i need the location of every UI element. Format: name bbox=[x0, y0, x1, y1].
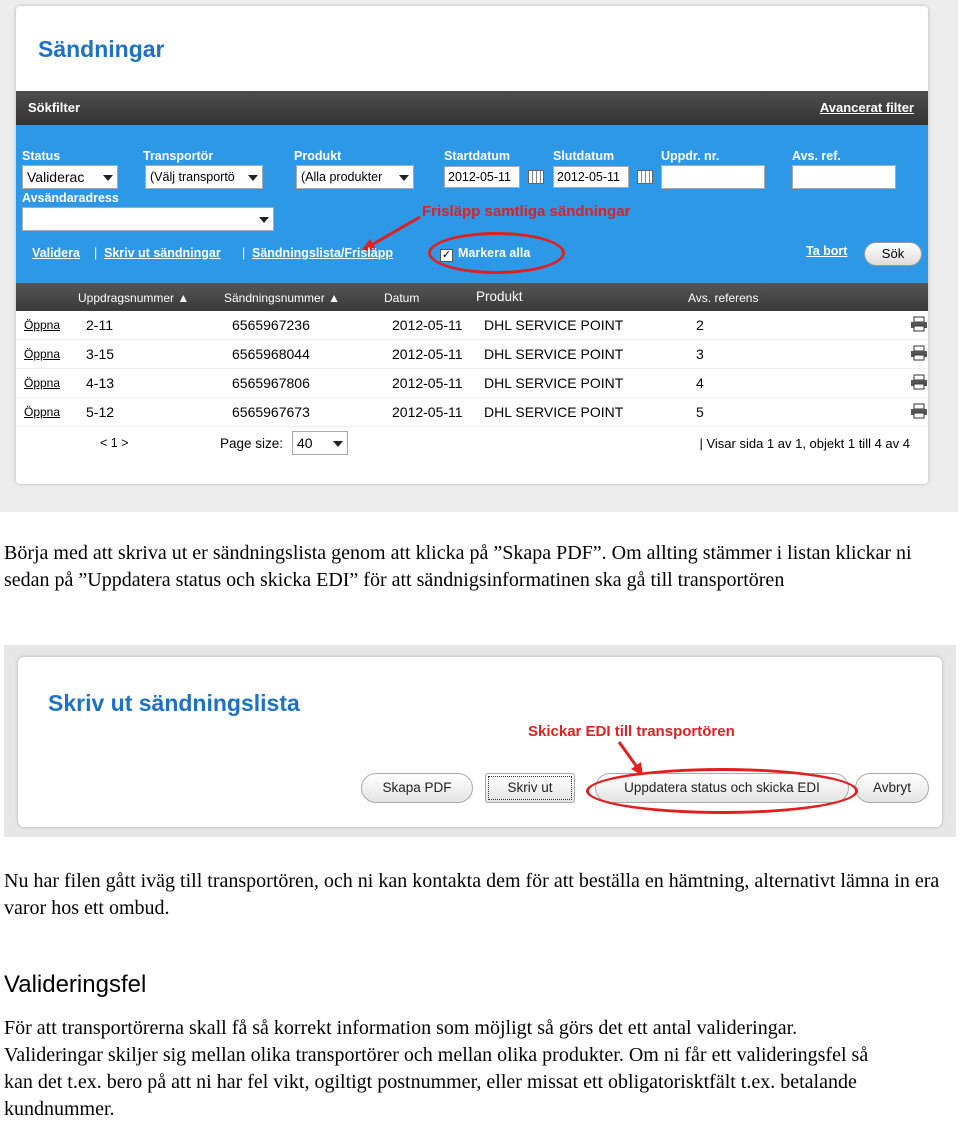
uppdatera-status-button[interactable]: Uppdatera status och skicka EDI bbox=[595, 773, 849, 803]
uppdr-nr-input[interactable] bbox=[661, 165, 765, 189]
cell-datum: 2012-05-11 bbox=[392, 346, 463, 362]
cell-uppdrag: 2-11 bbox=[86, 317, 113, 333]
cell-datum: 2012-05-11 bbox=[392, 317, 463, 333]
cell-ref: 5 bbox=[696, 404, 704, 420]
table-row bbox=[16, 340, 928, 369]
produkt-label: Produkt bbox=[294, 149, 342, 163]
uppdr-nr-label: Uppdr. nr. bbox=[661, 149, 720, 163]
filter-title: Sökfilter bbox=[28, 100, 81, 115]
markera-alla-label[interactable]: Markera alla bbox=[458, 246, 531, 260]
startdatum-label: Startdatum bbox=[444, 149, 510, 163]
skriv-ut-screenshot bbox=[4, 645, 956, 837]
page-title: Sändningar bbox=[38, 36, 165, 62]
page-size-label: Page size: bbox=[220, 436, 284, 451]
calendar-icon[interactable] bbox=[637, 170, 653, 184]
avbryt-button[interactable]: Avbryt bbox=[855, 773, 929, 803]
page-size-select[interactable]: 40 bbox=[292, 431, 348, 455]
chevron-down-icon bbox=[333, 441, 343, 447]
paragraph-valideringsfel: För att transportörerna skall få så korrekt information som möjligt så görs det ett antal valideringar. Valideringar skiljer sig mellan olika transportörer och mellan olika produkter. Om ni får ett valideringsfel så kan det t.ex. bero på att ni har fel vikt, ogiltigt postnummer, eller missat ett obligatorisktfält t.ex. betalande kundnummer. bbox=[4, 1017, 869, 1120]
avs-ref-label: Avs. ref. bbox=[792, 149, 841, 163]
chevron-down-icon bbox=[259, 217, 269, 223]
table-header bbox=[16, 283, 928, 311]
cell-datum: 2012-05-11 bbox=[392, 375, 463, 391]
cell-produkt: DHL SERVICE POINT bbox=[484, 346, 624, 362]
table-row bbox=[16, 398, 928, 427]
cell-uppdrag: 4-13 bbox=[86, 375, 115, 391]
printer-icon[interactable] bbox=[910, 316, 928, 332]
pager-nav[interactable]: < 1 > bbox=[100, 436, 129, 450]
printer-icon[interactable] bbox=[910, 403, 928, 419]
oppna-link[interactable]: Öppna bbox=[24, 318, 61, 332]
slutdatum-label: Slutdatum bbox=[553, 149, 615, 163]
chevron-down-icon bbox=[399, 175, 409, 181]
cell-ref: 4 bbox=[696, 375, 704, 391]
status-select[interactable]: Validerac bbox=[22, 165, 118, 189]
markera-alla-checkbox[interactable]: ✓ bbox=[441, 249, 452, 261]
avs-ref-input[interactable] bbox=[792, 165, 896, 189]
cell-datum: 2012-05-11 bbox=[392, 404, 463, 420]
annotation-edi: Skickar EDI till transportören bbox=[528, 723, 735, 740]
skriv-ut-sandningar-link[interactable]: Skriv ut sändningar bbox=[104, 246, 221, 260]
slutdatum-input[interactable]: 2012-05-11 bbox=[553, 166, 629, 188]
separator: | bbox=[94, 246, 98, 260]
skriv-ut-dialog bbox=[18, 657, 942, 827]
transportor-select[interactable]: (Välj transportö bbox=[145, 165, 263, 189]
pager-info: | Visar sida 1 av 1, objekt 1 till 4 av 4 bbox=[699, 436, 910, 451]
skriv-ut-button[interactable]: Skriv ut bbox=[485, 773, 575, 803]
cell-produkt: DHL SERVICE POINT bbox=[484, 375, 624, 391]
cell-sandning: 6565967236 bbox=[232, 317, 310, 333]
chevron-down-icon bbox=[103, 175, 113, 181]
cell-produkt: DHL SERVICE POINT bbox=[484, 404, 624, 420]
cell-ref: 2 bbox=[696, 317, 704, 333]
annotation-frislapp: Frisläpp samtliga sändningar bbox=[422, 203, 631, 220]
dialog-title: Skriv ut sändningslista bbox=[48, 690, 300, 716]
printer-icon[interactable] bbox=[910, 345, 928, 361]
startdatum-input[interactable]: 2012-05-11 bbox=[444, 166, 520, 188]
table-row bbox=[16, 369, 928, 398]
paragraph-intro: Börja med att skriva ut er sändningslista genom att klicka på ”Skapa PDF”. Om allting stämmer i listan klickar ni sedan på ”Uppdatera status och skicka EDI” för att sändnigsinformatinen ska gå till transportören bbox=[4, 542, 912, 591]
avsandaradress-label: Avsändaradress bbox=[22, 191, 119, 205]
status-label: Status bbox=[22, 149, 61, 163]
sandningar-screenshot bbox=[0, 0, 958, 512]
transportor-label: Transportör bbox=[143, 149, 214, 163]
cell-sandning: 6565968044 bbox=[232, 346, 310, 362]
sandningar-panel bbox=[16, 6, 928, 484]
avsandaradress-select[interactable] bbox=[22, 207, 274, 231]
col-datum[interactable]: Datum bbox=[384, 291, 420, 305]
oppna-link[interactable]: Öppna bbox=[24, 405, 61, 419]
annotation-ellipse bbox=[586, 768, 858, 814]
cell-uppdrag: 3-15 bbox=[86, 346, 115, 362]
validera-link[interactable]: Validera bbox=[32, 246, 80, 260]
produkt-select[interactable]: (Alla produkter bbox=[296, 165, 414, 189]
separator: | bbox=[242, 246, 246, 260]
calendar-icon[interactable] bbox=[528, 170, 544, 184]
paragraph-next-step: Nu har filen gått iväg till transportören, och ni kan kontakta dem för att beställa en hämtning, alternativt lämna in era varor hos ett ombud. bbox=[4, 870, 940, 919]
oppna-link[interactable]: Öppna bbox=[24, 376, 61, 390]
sandningslista-frislapp-link[interactable]: Sändningslista/Frisläpp bbox=[252, 246, 393, 260]
col-avs-referens[interactable]: Avs. referens bbox=[688, 291, 759, 305]
col-produkt[interactable]: Produkt bbox=[476, 289, 523, 304]
ta-bort-link[interactable]: Ta bort bbox=[806, 244, 848, 258]
oppna-link[interactable]: Öppna bbox=[24, 347, 61, 361]
col-sandningsnummer[interactable]: Sändningsnummer ▲ bbox=[224, 291, 340, 305]
cell-sandning: 6565967806 bbox=[232, 375, 310, 391]
cell-sandning: 6565967673 bbox=[232, 404, 310, 420]
filter-header bbox=[16, 91, 928, 125]
section-heading: Valideringsfel bbox=[4, 971, 147, 998]
pager bbox=[16, 428, 928, 460]
printer-icon[interactable] bbox=[910, 374, 928, 390]
advanced-filter-link[interactable]: Avancerat filter bbox=[819, 100, 914, 115]
skapa-pdf-button[interactable]: Skapa PDF bbox=[361, 773, 473, 803]
cell-ref: 3 bbox=[696, 346, 704, 362]
cell-produkt: DHL SERVICE POINT bbox=[484, 317, 624, 333]
cell-uppdrag: 5-12 bbox=[86, 404, 115, 420]
sok-button[interactable]: Sök bbox=[864, 242, 922, 266]
col-uppdragsnummer[interactable]: Uppdragsnummer ▲ bbox=[78, 291, 190, 305]
chevron-down-icon bbox=[248, 175, 258, 181]
table-row bbox=[16, 311, 928, 340]
